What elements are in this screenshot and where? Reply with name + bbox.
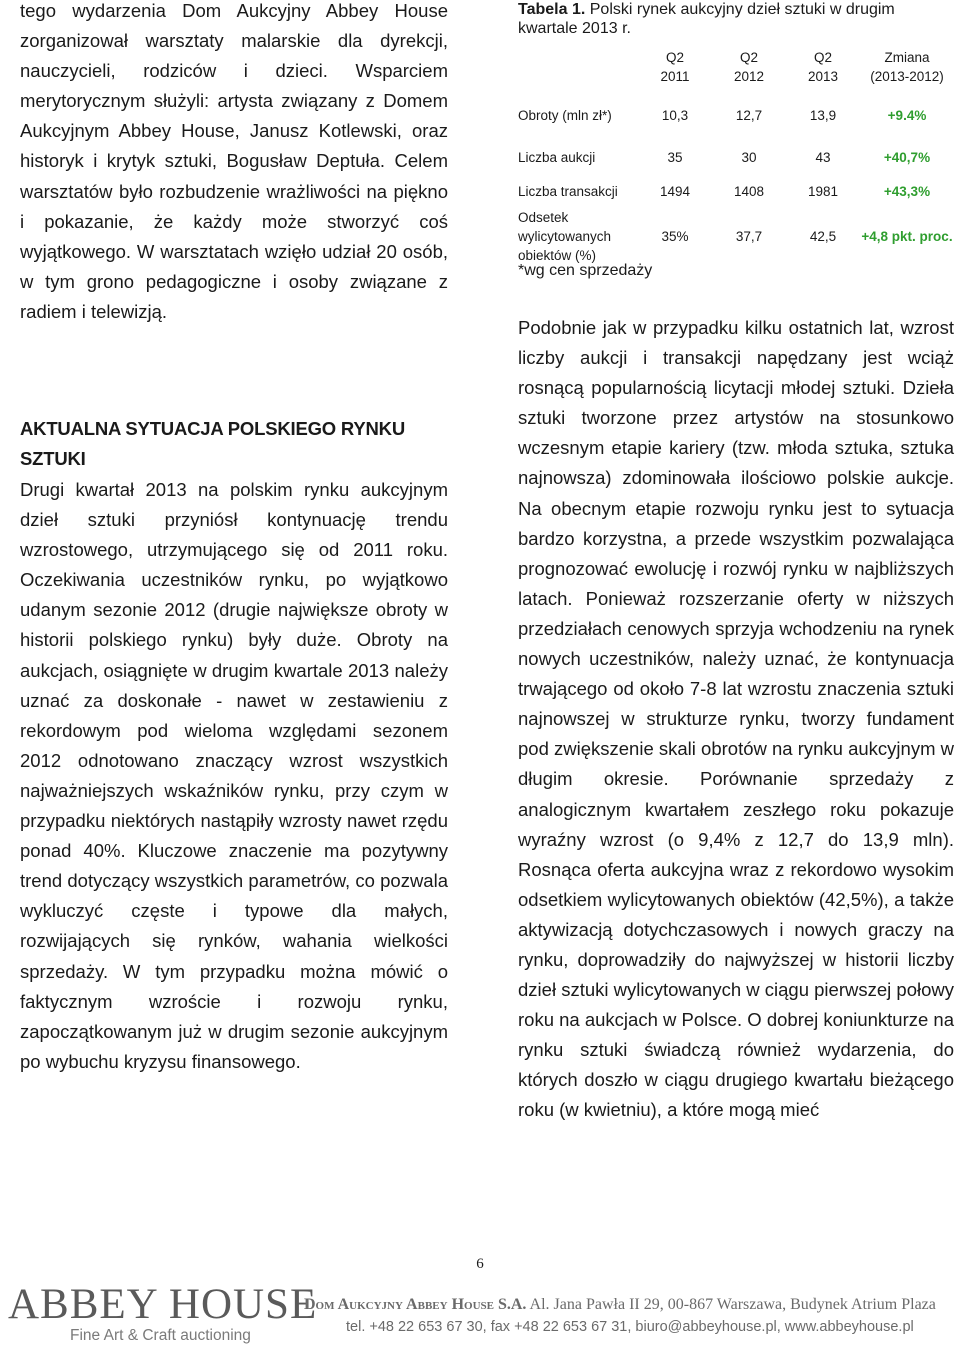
cell-value: 30 [741,149,757,165]
table-row [518,174,954,208]
cell-change: +40,7% [883,149,931,165]
table-caption-label: Tabela 1. [518,1,586,18]
logo-tagline: Fine Art & Craft auctioning [70,1327,251,1344]
footer-contacts: tel. +48 22 653 67 30, fax +48 22 653 67 31, biuro@abbeyhouse.pl, www.abbeyhouse.pl [346,1319,914,1335]
footer-address [304,1294,954,1338]
row-label: Obroty (mln zł*) [518,107,612,123]
market-paragraph: Drugi kwartał 2013 na polskim rynku aukcyjnym dzieł sztuki przyniósł kontynuację trendu wzrostowego, utrzymującego się od 2011 roku. Oczekiwania uczestników rynku, po wyjątkowo udanym sezonie 2012 (drugie największe obroty w historii polskiego rynku) były duże. Obroty na aukcjach, osiągnięte w drugim kwartale 2013 należy uznać za doskonałe - nawet w zestawieniu z rekordowym pod wieloma względami sezonem 2012 odnotowano znaczący wzrost wszystkich najważniejszych wskaźników rynku, przy czym w przypadku niektórych nastąpiły wzrosty nawet rzędu ponad 40%. Kluczowe znaczenie ma pozytywny trend dotyczący wszystkich parametrów, co pozwala wykluczyć częste i typowe dla małych, rozwijających się rynków, wahania wielkości sprzedaży. W tym przypadku można mówić o faktycznym wzroście i rozwoju rynku, zapoczątkowanym już w drugim sezonie aukcyjnym po wybuchu kryzysu finansowego. [20,479,448,1072]
table-caption-text: Polski rynek aukcyjny dzieł sztuki w drugim kwartale 2013 r. [518,1,895,37]
cell-value: 10,3 [661,107,689,123]
table-footnote: *wg cen sprzedaży [518,262,653,279]
cell-value: 43 [815,149,831,165]
trend-paragraph: Podobnie jak w przypadku kilku ostatnich lat, wzrost liczby aukcji i transakcji napędzany jest wciąż rosnącą popularnością licytacji młodej sztuki. Dzieła sztuki tworzone przez artystów na stosunkowo wczesnym etapie kariery (tzw. młoda sztuka, sztuka najnowsza) zdominowała ilościowo polskie aukcje. Na obecnym etapie rozwoju rynku jest to sytuacja bardzo korzystna, a przede wszystkim pozwalająca prognozować ewolucję i rozwój rynku w najbliższych latach. Ponieważ rozszerzanie oferty w niższych przedziałach cenowych sprzyja wchodzeniu na rynek nowych uczestników, należy uznać, że kontynuacja trwającego od około 7-8 lat wzrostu znaczenia sztuki najnowszej w strukturze rynku, tworzy fundament pod zwiększenie skali obrotów na rynku aukcyjnym w długim okresie. Porównanie sprzedaży z analogicznym kwartałem zeszłego roku pokazuje wyraźny wzrost (o 9,4% z 12,7 do 13,9 mln). Rosnąca oferta aukcyjna wraz z rekordowo wysokim odsetkiem wylicytowanych obiektów (42,5%), a także aktywizacją dotychczasowych i nowych graczy na rynku, doprowadziły do najwyższej w historii liczby dzieł sztuki wylicytowanych w ciągu pierwszej połowy roku na aukcjach w Polsce. O dobrej koniunkturze na rynku sztuki świadczą również wydarzenia, do których doszło w ciągu drugiego kwartału bieżącego roku (w kwietniu), a które mogą mieć [518,317,955,1121]
section-heading: AKTUALNA SYTUACJA POLSKIEGO RYNKU SZTUKI [20,418,405,469]
cell-value: 1494 [659,183,691,199]
cell-value: 13,9 [809,107,837,123]
row-label: Liczba aukcji [518,149,596,165]
cell-value: 35% [661,229,689,244]
header-q2-2011: Q2 2011 [660,50,690,84]
auction-market-table [518,44,954,265]
cell-value: 42,5 [809,229,837,244]
cell-change: +9.4% [887,107,927,123]
cell-change: +43,3% [883,183,931,199]
table-caption [518,0,948,38]
logo-wordmark: ABBEY HOUSE [8,1281,318,1328]
cell-value: 37,7 [735,229,763,244]
cell-change: +4,8 pkt. proc. [861,229,953,244]
table-header-row [518,44,954,90]
header-change: Zmiana (2013-2012) [870,50,944,84]
cell-value: 35 [667,149,683,165]
page-number: 6 [476,1256,484,1272]
intro-paragraph: tego wydarzenia Dom Aukcyjny Abbey House zorganizował warsztaty malarskie dla dyrekcji, nauczycieli, rodziców i dzieci. Wsparciem merytorycznym służyli: artysta związany z Domem Aukcyjnym Abbey House, Janusz Kotlewski, oraz historyk i krytyk sztuki, Bogusław Deptuła. Celem warsztatów było rozbudzenie wrażliwości na piękno i pokazanie, że każdy może stworzyć coś wyjątkowego. W warsztatach wzięło udział 20 osób, w tym grono pedagogiczne i osoby związane z radiem i telewizją. [20,0,448,322]
header-q2-2012: Q2 2012 [733,50,765,84]
abbey-house-logo [8,1281,318,1344]
row-label: Liczba transakcji [518,183,618,199]
header-q2-2013: Q2 2013 [807,50,839,84]
table-row [518,208,954,265]
table-row [518,140,954,174]
company-name: Dom Aukcyjny Abbey House S.A. [304,1296,527,1313]
footer-address-line [304,1294,954,1316]
cell-value: 12,7 [735,107,763,123]
row-label: Odsetek wylicytowanych obiektów (%) [518,210,612,263]
cell-value: 1981 [807,183,839,199]
table-row [518,90,954,140]
cell-value: 1408 [733,183,765,199]
street-address: Al. Jana Pawła II 29, 00-867 Warszawa, Budynek Atrium Plaza [529,1296,936,1313]
